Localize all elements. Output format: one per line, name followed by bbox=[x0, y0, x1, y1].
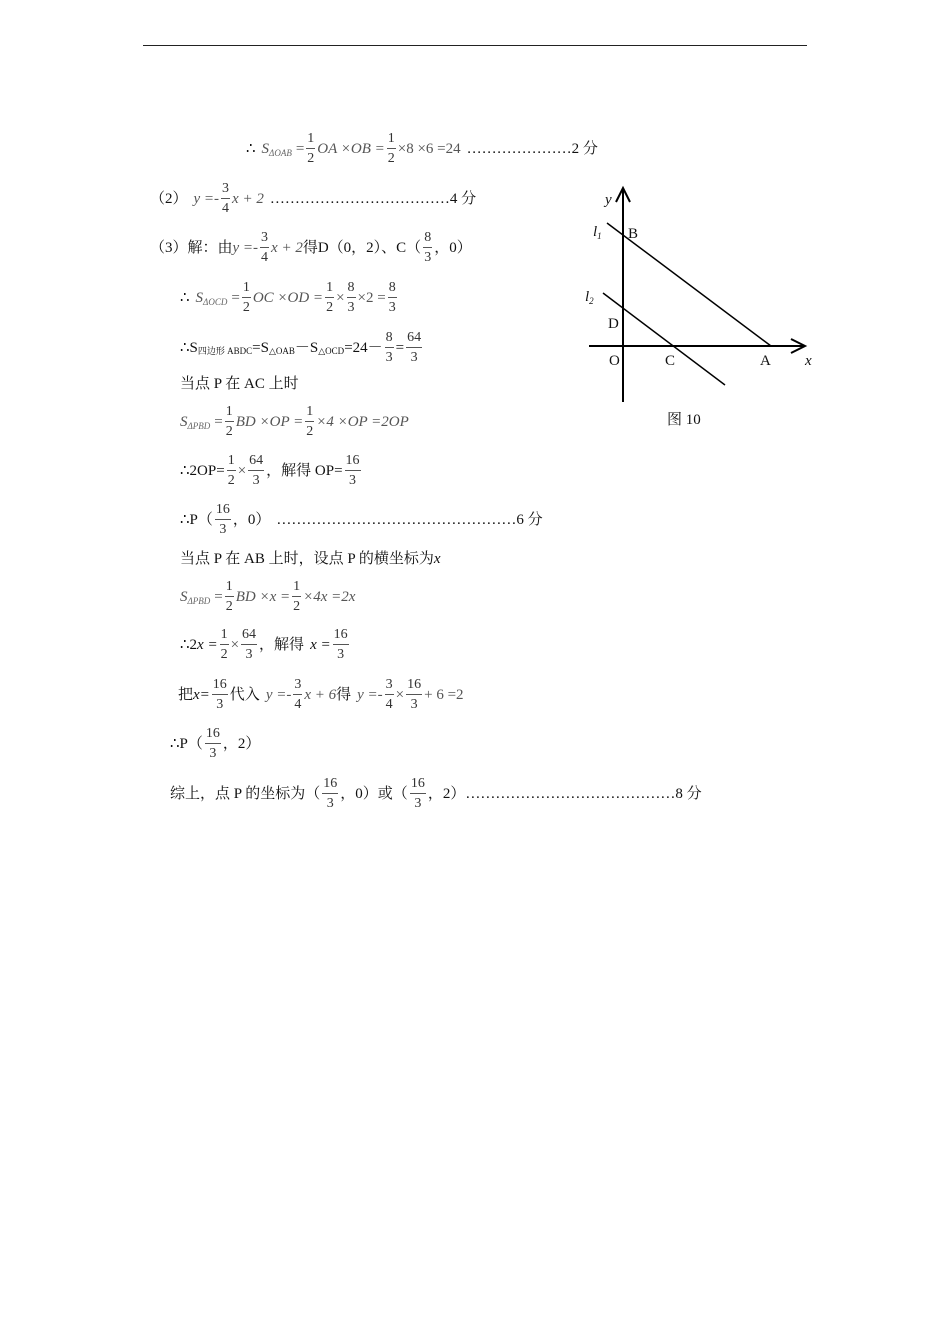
fraction: $\frac{1}{2}$ bbox=[225, 579, 233, 614]
fraction: 16 3 bbox=[215, 502, 230, 537]
line-p-result-1: ∴P（ 16 3 ，0） …………………………………………6 分 bbox=[180, 502, 543, 537]
fraction: $\frac{64}{3}$ bbox=[407, 330, 422, 365]
fraction: 3 4 bbox=[261, 230, 269, 265]
line-area-pbd-1: S ΔPBD = $\frac{1}{2}$ BD ×OP = $\frac{1}{2}$ ×4 ×OP =2OP bbox=[180, 404, 409, 439]
figure-10 bbox=[575, 180, 825, 440]
l1-label: $l_1$ bbox=[593, 224, 602, 241]
line-area-pbd-2: S ΔPBD = $\frac{1}{2}$ BD ×x = $\frac{1}{2}$ ×4x =2x bbox=[180, 579, 356, 614]
line-part3: （3）解：由 y =- 3 4 x + 2 得 D（0，2）、C（ 8 3 ，0） bbox=[150, 230, 472, 265]
fraction: $\frac{1}{2}$ bbox=[242, 280, 250, 315]
line-p-result-2: ∴P（ 16 3 ，2） bbox=[170, 726, 261, 761]
fraction: 16 3 bbox=[205, 726, 220, 761]
line-case-ac: 当点 P 在 AC 上时 bbox=[180, 376, 299, 392]
fraction: 8 3 bbox=[424, 230, 432, 265]
fraction: $\frac{64}{3}$ bbox=[242, 627, 257, 662]
x-axis-label: x bbox=[805, 353, 812, 369]
point-O-label: O bbox=[609, 353, 620, 369]
fraction: $\frac{8}{3}$ bbox=[347, 280, 355, 315]
line-part2: （2） y =- 3 4 x + 2 ………………………………4 分 bbox=[150, 181, 477, 216]
line-l2 bbox=[603, 293, 725, 385]
line-case-ab: 当点 P 在 AB 上时，设点 P 的横坐标为 x bbox=[180, 551, 441, 567]
point-A-label: A bbox=[760, 353, 771, 369]
fraction: $\frac{1}{2}$ bbox=[293, 579, 301, 614]
line-summary: 综上，点 P 的坐标为（ 16 3 ，0）或（ 16 3 ，2） ……………………………………8 分 bbox=[170, 776, 702, 811]
fraction: $\frac{16}{3}$ bbox=[212, 677, 227, 712]
fraction: $\frac{1}{2}$ bbox=[326, 280, 334, 315]
fraction: $\frac{8}{3}$ bbox=[385, 330, 393, 365]
point-C-label: C bbox=[665, 353, 676, 369]
y-axis-label: y bbox=[605, 192, 612, 208]
header-rule bbox=[143, 45, 807, 46]
figure-caption: 图 10 bbox=[667, 412, 701, 428]
line-solve-x: ∴2 x = $\frac{1}{2}$ × $\frac{64}{3}$ ，解得 x = $\frac{16}{3}$ bbox=[180, 627, 348, 662]
point-D-label: D bbox=[608, 316, 619, 332]
line-area-ocd: ∴ S ΔOCD = $\frac{1}{2}$ OC ×OD = $\frac{1}{2}$ × $\frac{8}{3}$ ×2 = $\frac{8}{3}$ bbox=[180, 280, 396, 315]
point-B-label: B bbox=[628, 226, 639, 242]
line-area-oab: ∴ S ΔOAB = $\frac{1}{2}$ OA ×OB = $\frac{1}{2}$ ×8 ×6 =24 …………………2 分 bbox=[246, 131, 598, 166]
fraction: 16 3 bbox=[410, 776, 425, 811]
fraction: $\frac{3}{4}$ bbox=[385, 677, 393, 712]
fraction: $\frac{16}{3}$ bbox=[333, 627, 348, 662]
fraction: $\frac{1}{2}$ bbox=[225, 404, 233, 439]
fraction: $\frac{1}{2}$ bbox=[387, 131, 395, 166]
fraction: $\frac{1}{2}$ bbox=[220, 627, 228, 662]
fraction: $\frac{16}{3}$ bbox=[345, 453, 360, 488]
fraction: $\frac{1}{2}$ bbox=[307, 131, 315, 166]
line-area-quad: ∴S 四边形 ABDC =S △OAB －S △OCD =24－ $\frac{8}{3}$ = $\frac{64}{3}$ bbox=[180, 330, 422, 365]
l2-label: $l_2$ bbox=[585, 289, 594, 306]
fraction: 3 4 bbox=[294, 677, 302, 712]
fraction: 3 4 bbox=[222, 181, 230, 216]
fraction: $\frac{1}{2}$ bbox=[227, 453, 235, 488]
fraction: $\frac{64}{3}$ bbox=[249, 453, 264, 488]
line-solve-op: ∴2OP= $\frac{1}{2}$ × $\frac{64}{3}$ ，解得 OP= $\frac{16}{3}$ bbox=[180, 453, 360, 488]
fraction: $\frac{8}{3}$ bbox=[388, 280, 396, 315]
fraction: $\frac{16}{3}$ bbox=[407, 677, 422, 712]
line-substitute: 把 x= $\frac{16}{3}$ 代入 y =- 3 4 x + 6 得 y =- $\frac{3}{4}$ × $\frac{16}{3}$ + 6 =2 bbox=[178, 677, 464, 712]
fraction: 16 3 bbox=[323, 776, 338, 811]
fraction: $\frac{1}{2}$ bbox=[306, 404, 314, 439]
